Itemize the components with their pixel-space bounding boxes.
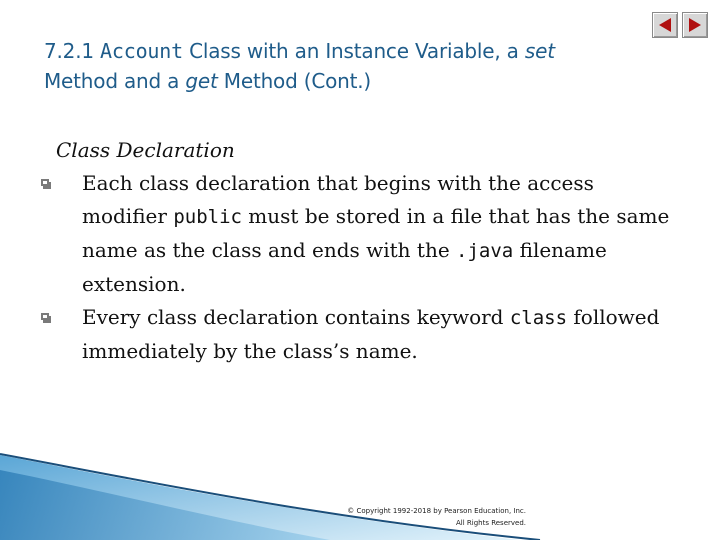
slide-title <box>44 36 664 96</box>
bullet-icon <box>40 301 54 334</box>
code-keyword: class <box>509 307 568 329</box>
triangle-right-icon <box>686 16 704 34</box>
slide-content <box>56 134 676 368</box>
title-line2-prefix: Method and a <box>44 69 186 93</box>
previous-slide-button[interactable] <box>652 12 678 38</box>
title-line2-suffix: Method (Cont.) <box>217 69 372 93</box>
bullet-text: Each class declaration that begins with the access modifier <box>82 171 594 228</box>
title-mid: Class with an Instance Variable, a <box>182 39 525 63</box>
title-set: set <box>524 39 555 63</box>
copyright-footer <box>300 505 526 529</box>
bullet-text: must be stored in a file that has the same name as the class and ends with the <box>82 204 670 262</box>
bullet-text: followed immediately by the class’s name. <box>82 305 660 363</box>
title-get: get <box>185 69 218 93</box>
copyright-line-1: © Copyright 1992-2018 by Pearson Education, Inc. <box>347 507 526 515</box>
code-keyword: public <box>173 206 242 228</box>
bullet-list <box>56 167 676 368</box>
slide-navigation <box>652 12 708 38</box>
section-heading: Class Declaration <box>56 138 235 162</box>
title-class-name: Account <box>100 39 183 63</box>
copyright-line-2: All Rights Reserved. <box>455 519 526 527</box>
next-slide-button[interactable] <box>682 12 708 38</box>
title-prefix: 7.2.1 <box>44 39 101 63</box>
bullet-item <box>56 301 676 368</box>
code-keyword: .java <box>456 240 514 262</box>
bullet-text: Every class declaration contains keyword <box>82 305 510 329</box>
bullet-icon <box>40 167 54 200</box>
bullet-item <box>56 167 676 301</box>
bullet-text: filename extension. <box>82 238 607 296</box>
triangle-left-icon <box>656 16 674 34</box>
